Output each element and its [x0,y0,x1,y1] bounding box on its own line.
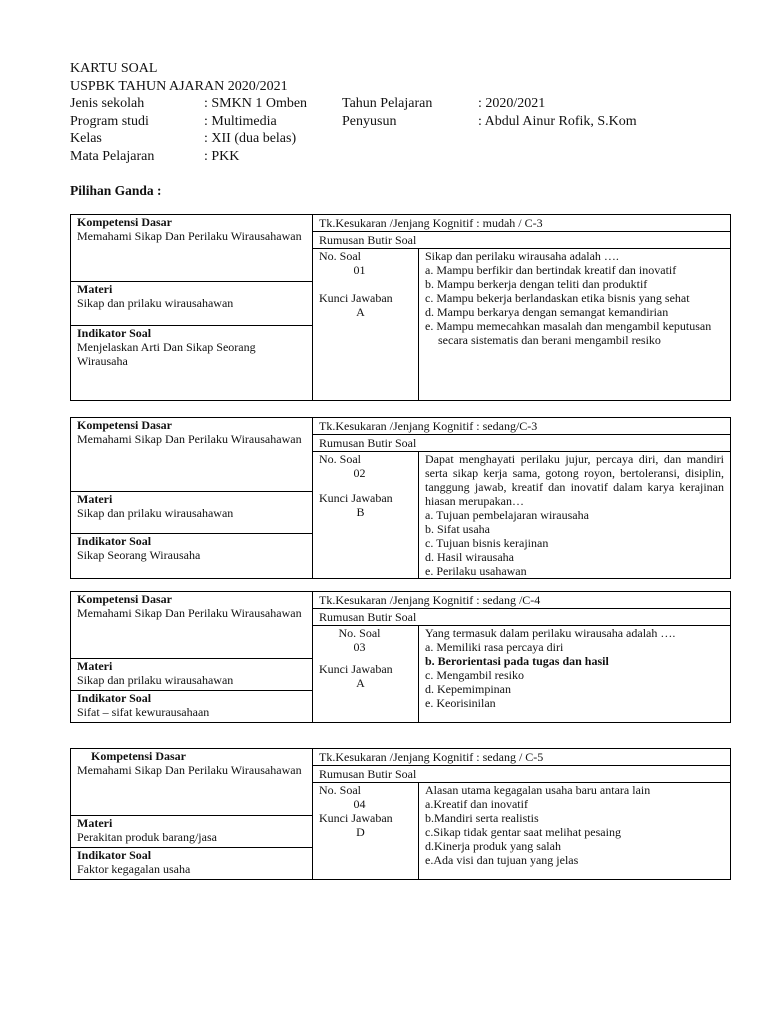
no-soal-value: 03 [353,640,366,654]
difficulty-cell: Tk.Kesukaran /Jenjang Kognitif : sedang/C-3 [313,418,731,435]
kompetensi-text: Memahami Sikap Dan Perilaku Wirausahawan [77,606,302,620]
option-list [425,263,724,347]
materi-cell [71,816,313,848]
option-c: c. Mengambil resiko [425,668,524,682]
kunci-label: Kunci Jawaban [319,811,393,825]
indikator-cell [71,848,313,880]
option-c: c. Tujuan bisnis kerajinan [425,536,549,550]
difficulty-cell: Tk.Kesukaran /Jenjang Kognitif : sedang /C-4 [313,592,731,609]
kunci-value: B [356,505,365,519]
option-c: c.Sikap tidak gentar saat melihat pesaing [425,825,621,839]
option-e: e. Keorisinilan [425,696,496,710]
question-card-2 [70,417,731,579]
kunci-value: D [356,825,365,839]
question-stem: Dapat menghayati perilaku jujur, percaya diri, dan mandiri serta sikap kerja sama, gotong royon, bertoleransi, disiplin, tanggung jawab, kreatif dan inovatif dalam karya kerajinan hiasan merupakan… [425,452,725,508]
section-title: Pilihan Ganda : [70,183,162,198]
rumusan-label: Rumusan Butir Soal [313,232,731,249]
difficulty-cell: Tk.Kesukaran /Jenjang Kognitif : mudah / C-3 [313,215,731,232]
indikator-label: Indikator Soal [77,848,152,862]
kunci-label: Kunci Jawaban [319,662,393,676]
no-soal-value: 01 [353,263,366,277]
kompetensi-cell [71,418,313,492]
kunci-label: Kunci Jawaban [319,491,393,505]
meta-label-2: Tahun Pelajaran [342,96,433,111]
question-stem: Alasan utama kegagalan usaha baru antara lain [425,783,651,797]
no-soal-label: No. Soal [319,249,361,263]
difficulty-cell: Tk.Kesukaran /Jenjang Kognitif : sedang / C-5 [313,749,731,766]
option-a: a.Kreatif dan inovatif [425,797,528,811]
question-cell [419,249,731,401]
document-title: KARTU SOAL [70,61,158,76]
materi-label: Materi [77,492,113,506]
meta-value: : PKK [204,148,240,164]
option-e: e.Ada visi dan tujuan yang jelas [425,853,579,867]
materi-label: Materi [77,282,113,296]
question-cell [419,783,731,880]
document-header [70,60,710,165]
option-b: b. Sifat usaha [425,522,490,536]
rumusan-label: Rumusan Butir Soal [313,766,731,783]
kompetensi-text: Memahami Sikap Dan Perilaku Wirausahawan [77,763,302,777]
kompetensi-label: Kompetensi Dasar [77,418,172,432]
option-b: b. Berorientasi pada tugas dan hasil [425,654,609,668]
kunci-value: A [356,305,365,319]
no-soal-label: No. Soal [338,626,381,640]
option-d: d.Kinerja produk yang salah [425,839,561,853]
question-card-1 [70,214,731,401]
kompetensi-text: Memahami Sikap Dan Perilaku Wirausahawan [77,432,302,446]
option-b: b. Mampu berkerja dengan teliti dan produktif [425,277,648,291]
materi-text: Sikap dan prilaku wirausahawan [77,296,234,310]
meta-label: Program studi [70,113,149,129]
option-c: c. Mampu bekerja berlandaskan etika bisnis yang sehat [425,291,690,305]
kompetensi-cell [71,215,313,282]
indikator-label: Indikator Soal [77,691,152,705]
option-a: a. Tujuan pembelajaran wirausaha [425,508,589,522]
kompetensi-text: Memahami Sikap Dan Perilaku Wirausahawan [77,229,302,243]
materi-cell [71,282,313,326]
indikator-label: Indikator Soal [77,326,152,340]
materi-cell [71,492,313,534]
option-e: e. Mampu memecahkan masalah dan mengambil keputusan secara sistematis dan berani mengambil resiko [425,319,712,347]
kompetensi-cell [71,749,313,816]
indikator-text: Faktor kegagalan usaha [77,862,191,876]
question-cell [419,626,731,723]
no-kunci-cell [313,626,419,723]
no-soal-label: No. Soal [319,783,361,797]
option-d: d. Mampu berkarya dengan semangat kemandirian [425,305,669,319]
meta-row [70,113,710,131]
meta-value: : SMKN 1 Omben [204,96,308,111]
meta-value: : Multimedia [204,113,277,129]
no-soal-label: No. Soal [319,452,361,466]
materi-text: Sikap dan prilaku wirausahawan [77,673,234,687]
option-e: e. Perilaku usahawan [425,564,527,578]
question-card-3 [70,591,731,723]
question-stem: Sikap dan perilaku wirausaha adalah …. [425,249,619,263]
indikator-label: Indikator Soal [77,534,152,548]
kompetensi-label: Kompetensi Dasar [91,749,186,763]
meta-label: Kelas [70,131,102,146]
materi-label: Materi [77,816,113,830]
option-list [425,640,724,710]
meta-row [70,130,710,148]
meta-label-2: Penyusun [342,113,397,129]
kompetensi-label: Kompetensi Dasar [77,215,172,229]
question-stem: Yang termasuk dalam perilaku wirausaha adalah …. [425,626,676,640]
no-soal-value: 02 [353,466,366,480]
document-subtitle: USPBK TAHUN AJARAN 2020/2021 [70,78,288,94]
question-cell [419,452,731,579]
meta-row [70,95,710,113]
materi-text: Sikap dan prilaku wirausahawan [77,506,234,520]
meta-value: : XII (dua belas) [204,131,297,146]
no-kunci-cell [313,783,419,880]
meta-label: Jenis sekolah [70,96,145,111]
option-a: a. Mampu berfikir dan bertindak kreatif dan inovatif [425,263,677,277]
indikator-text: Sifat – sifat kewurausahaan [77,705,210,719]
question-card-4 [70,748,731,880]
rumusan-label: Rumusan Butir Soal [313,609,731,626]
rumusan-label: Rumusan Butir Soal [313,435,731,452]
no-soal-value: 04 [353,797,366,811]
materi-text: Perakitan produk barang/jasa [77,830,217,844]
no-kunci-cell [313,452,419,579]
kompetensi-label: Kompetensi Dasar [77,592,172,606]
kunci-value: A [356,676,365,690]
meta-value-2: : Abdul Ainur Rofik, S.Kom [478,113,637,129]
kompetensi-cell [71,592,313,659]
materi-cell [71,659,313,691]
indikator-cell [71,326,313,401]
option-list [425,508,724,578]
option-b: b.Mandiri serta realistis [425,811,539,825]
indikator-cell [71,691,313,723]
option-a: a. Memiliki rasa percaya diri [425,640,564,654]
kunci-label: Kunci Jawaban [319,291,393,305]
materi-label: Materi [77,659,113,673]
indikator-cell [71,534,313,579]
option-d: d. Hasil wirausaha [425,550,514,564]
meta-row [70,148,710,166]
indikator-text: Sikap Seorang Wirausaha [77,548,201,562]
option-list [425,797,724,867]
option-d: d. Kepemimpinan [425,682,511,696]
meta-label: Mata Pelajaran [70,148,155,164]
no-kunci-cell [313,249,419,401]
indikator-text: Menjelaskan Arti Dan Sikap Seorang Wirausaha [77,340,256,368]
meta-value-2: : 2020/2021 [478,96,546,111]
